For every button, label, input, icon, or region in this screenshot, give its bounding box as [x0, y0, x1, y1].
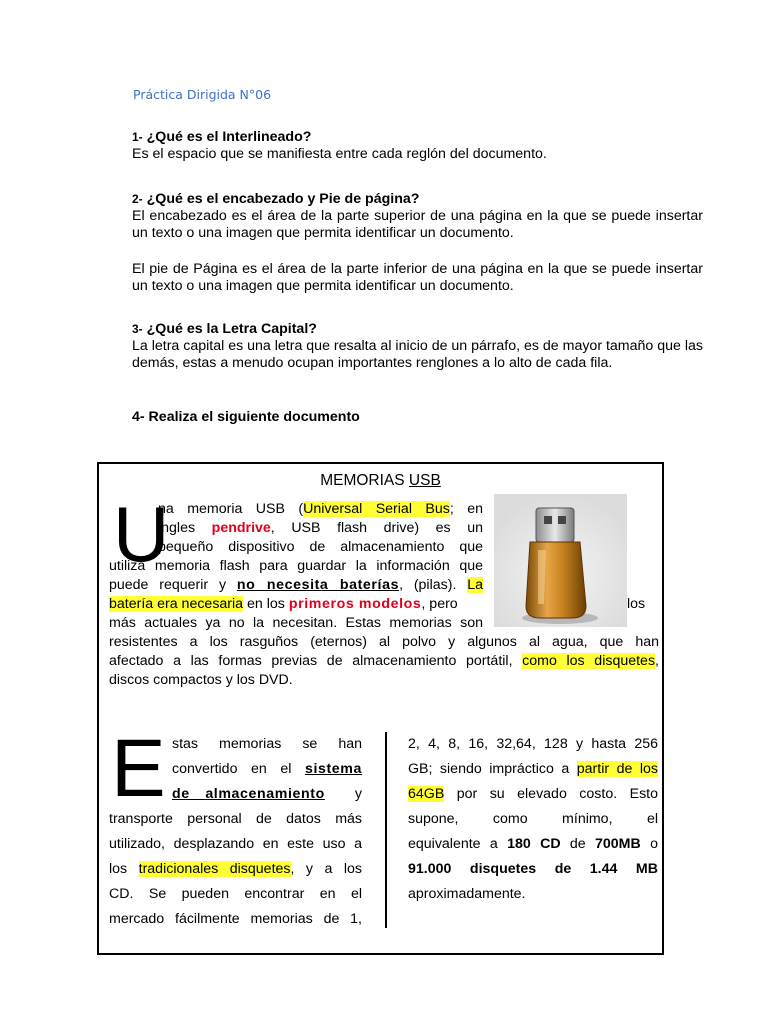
text-line: equivalente a 180 CD de 700MB o — [408, 836, 658, 852]
dropcap-e: E — [111, 723, 166, 814]
text-line: aproximadamente. — [408, 886, 526, 902]
question-heading: 2- ¿Qué es el encabezado y Pie de página? — [132, 191, 420, 207]
paragraph-2-top — [172, 732, 362, 807]
text-line: GB; siendo impráctico a partir de los — [408, 761, 658, 777]
answer-text: El pie de Página es el área de la parte inferior de una página en la que se puede insertar un texto o una imagen que permita identificar un documento. — [132, 261, 703, 294]
document-title: Práctica Dirigida N°06 — [133, 87, 272, 102]
text-line: discos compactos y los DVD. — [109, 672, 293, 688]
text-line: 2, 4, 8, 16, 32,64, 128 y hasta 256 — [408, 736, 658, 752]
question-heading: 1- ¿Qué es el Interlineado? — [132, 129, 312, 145]
dropcap-u: U — [113, 490, 170, 578]
text-line: ingles pendrive, USB flash drive) es un — [158, 520, 484, 536]
text-line: stas memorias se han — [172, 736, 362, 752]
text-line: mercado fácilmente memorias de 1, — [109, 911, 362, 927]
text-line: transporte personal de datos más — [109, 811, 362, 827]
text-line: pequeño dispositivo de almacenamiento que — [158, 539, 483, 555]
text-line: supone, como mínimo, el — [408, 811, 658, 827]
text-line: puede requerir y no necesita baterías, (pilas). La — [109, 577, 483, 593]
text-line: resistentes a los rasguños (eternos) al polvo y algunos al agua, que han — [109, 634, 659, 650]
answer-text: La letra capital es una letra que resalta al inicio de un párrafo, es de mayor tamaño que las demás, estas a menudo ocupan importantes renglones a lo alto de cada fila. — [132, 338, 703, 371]
text-line: na memoria USB (Universal Serial Bus; en — [158, 501, 483, 517]
paragraph-1-mid — [109, 557, 483, 595]
text-line: más actuales ya no la necesitan. Estas memorias son — [109, 615, 483, 631]
paragraph-1-bottom — [109, 633, 659, 690]
paragraph-1-line7 — [109, 614, 483, 633]
text-line: de almacenamiento y — [172, 786, 362, 802]
box-title: MEMORIAS USB — [320, 472, 441, 489]
text-line: 64GB por su elevado costo. Esto — [408, 786, 658, 802]
text-line: batería era necesaria en los primeros modelos, pero — [109, 596, 458, 612]
text-line: utilizado, desplazando en este uso a — [109, 836, 362, 852]
text-line: 91.000 disquetes de 1.44 MB — [408, 861, 658, 877]
task-heading: 4- Realiza el siguiente documento — [132, 409, 360, 425]
answer-text: Es el espacio que se manifiesta entre cada reglón del documento. — [132, 146, 547, 162]
paragraph-2-bottom — [109, 807, 362, 932]
text-line: convertido en el sistema — [172, 761, 362, 777]
question-2 — [132, 191, 703, 295]
memorias-usb-box — [97, 462, 664, 955]
column-divider — [385, 732, 387, 928]
question-3 — [132, 321, 703, 372]
text-los: los — [627, 596, 646, 612]
question-1 — [132, 129, 703, 163]
text-line: CD. Se pueden encontrar en el — [109, 886, 362, 902]
text-line: utiliza memoria flash para guardar la información que — [109, 558, 483, 574]
question-heading: 3- ¿Qué es la Letra Capital? — [132, 321, 317, 337]
paragraph-3 — [408, 732, 658, 907]
paragraph-1-line6 — [109, 595, 659, 614]
answer-text: El encabezado es el área de la parte superior de una página en la que se puede insertar un texto o una imagen que permita identificar un documento. — [132, 208, 703, 241]
text-line: los tradicionales disquetes, y a los — [109, 861, 363, 877]
paragraph-1-top — [158, 500, 483, 557]
text-line: afectado a las formas previas de almacenamiento portátil, como los disquetes, — [109, 653, 659, 669]
